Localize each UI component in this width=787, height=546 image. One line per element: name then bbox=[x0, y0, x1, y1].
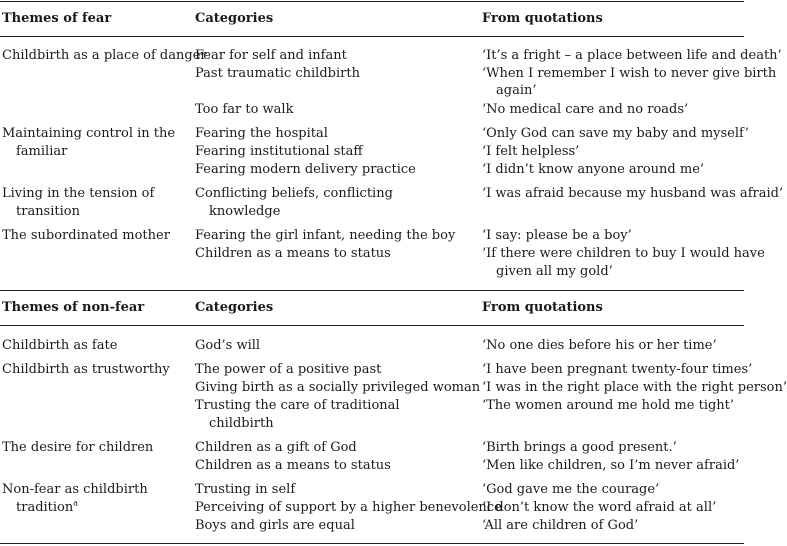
header-themes-nonfear: Themes of non-fear bbox=[2, 300, 145, 315]
fear-quotation: ‘When I remember I wish to never give birth bbox=[482, 66, 777, 81]
fear-quotation: ‘No medical care and no roads’ bbox=[482, 102, 689, 117]
fear-theme: Childbirth as a place of danger bbox=[2, 48, 207, 63]
top-rule bbox=[0, 1, 744, 2]
nonfear-quotation: ‘Birth brings a good present.’ bbox=[482, 440, 677, 455]
header-quotations-fear: From quotations bbox=[482, 11, 603, 26]
fear-quotation: ‘I didn’t know anyone around me’ bbox=[482, 162, 705, 177]
fear-category: Fearing the hospital bbox=[195, 126, 328, 141]
fear-theme: familiar bbox=[16, 144, 68, 159]
footnote-marker: a bbox=[73, 498, 79, 508]
fear-category: Fear for self and infant bbox=[195, 48, 347, 63]
fear-quotation: ‘I say: please be a boy’ bbox=[482, 228, 632, 243]
header-categories-fear: Categories bbox=[195, 11, 274, 26]
fear-quotation: given all my gold’ bbox=[496, 264, 613, 279]
header-categories-nonfear: Categories bbox=[195, 300, 274, 315]
nonfear-quotation: ‘No one dies before his or her time’ bbox=[482, 338, 717, 353]
bottom-rule bbox=[0, 543, 744, 544]
fear-category: Conflicting beliefs, conflicting bbox=[195, 186, 393, 201]
fear-category: Fearing the girl infant, needing the boy bbox=[195, 228, 456, 243]
fear-category: Fearing institutional staff bbox=[195, 144, 363, 159]
nonfear-quotation: ‘I don’t know the word afraid at all’ bbox=[482, 500, 717, 515]
nonfear-category: Boys and girls are equal bbox=[195, 518, 355, 533]
nonfear-quotation: ‘God gave me the courage’ bbox=[482, 482, 660, 497]
fear-category: knowledge bbox=[209, 204, 281, 219]
nonfear-category: God’s will bbox=[195, 338, 261, 353]
fear-quotation: ‘If there were children to buy I would have bbox=[482, 246, 765, 261]
nonfear-category: Perceiving of support by a higher benevolence bbox=[195, 500, 502, 515]
nonfear-theme-with-footnote bbox=[2, 499, 78, 516]
header-themes-fear: Themes of fear bbox=[2, 11, 112, 26]
nonfear-category: Trusting the care of traditional bbox=[195, 398, 400, 413]
fear-theme: Living in the tension of bbox=[2, 186, 155, 201]
nonfear-quotation: ‘All are children of God’ bbox=[482, 518, 639, 533]
section-rule bbox=[0, 290, 744, 291]
header-rule-nonfear bbox=[0, 325, 744, 326]
fear-category: Too far to walk bbox=[195, 102, 294, 117]
nonfear-theme: tradition bbox=[16, 500, 74, 515]
nonfear-quotation: ‘Men like children, so I’m never afraid’ bbox=[482, 458, 740, 473]
fear-quotation: ‘It’s a fright – a place between life and death’ bbox=[482, 48, 782, 63]
nonfear-category: Trusting in self bbox=[195, 482, 296, 497]
header-rule-fear bbox=[0, 36, 744, 37]
nonfear-quotation: ‘I have been pregnant twenty-four times’ bbox=[482, 362, 753, 377]
nonfear-category: childbirth bbox=[209, 416, 274, 431]
header-quotations-nonfear: From quotations bbox=[482, 300, 603, 315]
nonfear-quotation: ‘I was in the right place with the right person’ bbox=[482, 380, 787, 395]
fear-theme: Maintaining control in the bbox=[2, 126, 176, 141]
nonfear-category: The power of a positive past bbox=[195, 362, 382, 377]
fear-category: Fearing modern delivery practice bbox=[195, 162, 416, 177]
fear-category: Children as a means to status bbox=[195, 246, 391, 261]
nonfear-category: Children as a means to status bbox=[195, 458, 391, 473]
nonfear-theme: Childbirth as trustworthy bbox=[2, 362, 170, 377]
fear-category: Past traumatic childbirth bbox=[195, 66, 360, 81]
nonfear-theme: Childbirth as fate bbox=[2, 338, 118, 353]
nonfear-category: Giving birth as a socially privileged woman bbox=[195, 380, 481, 395]
fear-quotation: ‘I was afraid because my husband was afraid’ bbox=[482, 186, 784, 201]
fear-quotation: ‘Only God can save my baby and myself’ bbox=[482, 126, 749, 141]
nonfear-theme: The desire for children bbox=[2, 440, 154, 455]
fear-theme: transition bbox=[16, 204, 80, 219]
nonfear-theme: Non-fear as childbirth bbox=[2, 482, 148, 497]
fear-theme: The subordinated mother bbox=[2, 228, 170, 243]
nonfear-category: Children as a gift of God bbox=[195, 440, 357, 455]
fear-quotation: again’ bbox=[496, 83, 537, 98]
nonfear-quotation: ‘The women around me hold me tight’ bbox=[482, 398, 735, 413]
fear-quotation: ‘I felt helpless’ bbox=[482, 144, 580, 159]
